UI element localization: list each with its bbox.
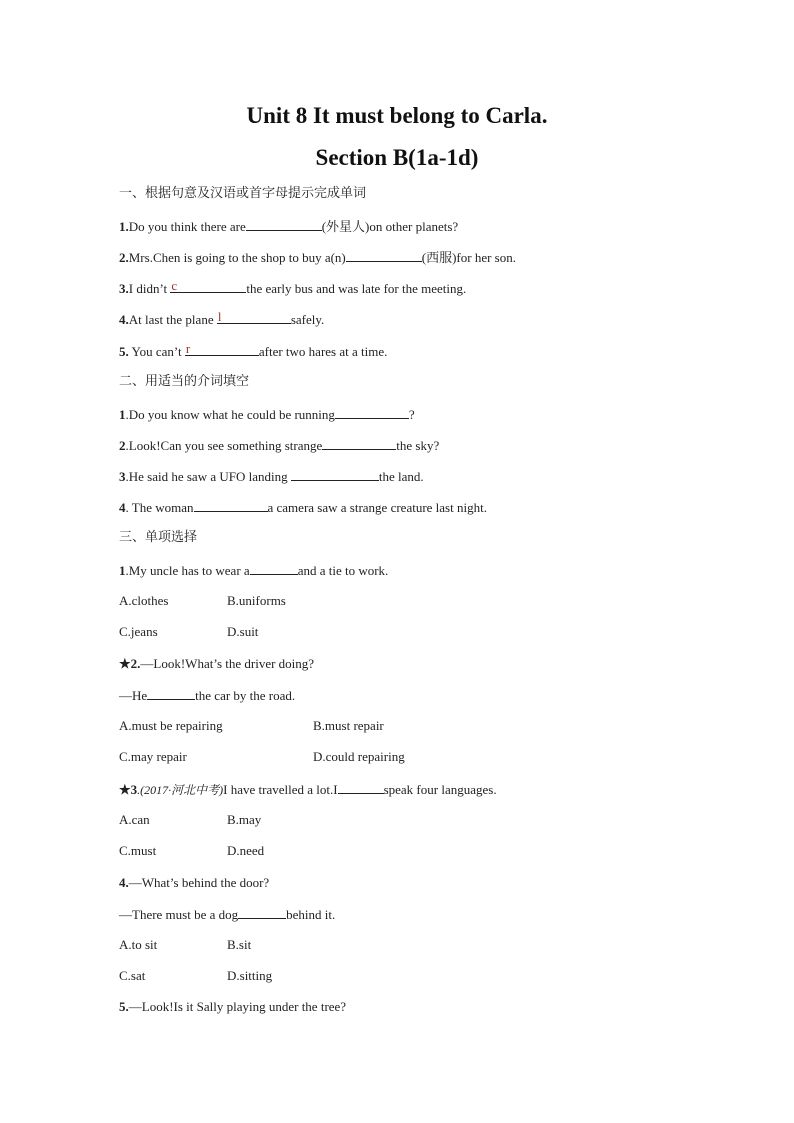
option-row — [119, 812, 261, 828]
part2-question-2 — [119, 437, 439, 454]
question-text: ? — [408, 407, 415, 422]
answer-blank[interactable] — [194, 499, 268, 512]
option-a[interactable]: A.to sit — [119, 937, 158, 952]
star-icon: ★ — [119, 782, 131, 797]
answer-blank[interactable] — [246, 218, 322, 231]
part3-question-3 — [119, 781, 497, 798]
answer-blank[interactable] — [250, 562, 298, 575]
part3-question-1 — [119, 562, 388, 579]
option-b[interactable]: B.sit — [227, 937, 252, 952]
question-text: the car by the road. — [195, 688, 296, 703]
question-text: behind it. — [286, 907, 336, 922]
unit-title: Unit 8 It must belong to Carla. — [246, 103, 548, 128]
question-text: (外星人)on other planets? — [321, 219, 459, 234]
question-text: I didn’t — [128, 281, 171, 296]
option-c[interactable]: C.sat — [119, 968, 146, 983]
question-text: .He said he saw a UFO landing — [125, 469, 291, 484]
question-number: 1 — [119, 407, 126, 422]
question-text: . The woman — [125, 500, 194, 515]
question-text: .Look!Can you see something strange — [125, 438, 323, 453]
part1-heading: 一、根据句意及汉语或首字母提示完成单词 — [119, 186, 367, 201]
question-number: 5. — [119, 344, 129, 359]
question-text: —Look!Is it Sally playing under the tree? — [128, 999, 347, 1014]
option-b[interactable]: B.must repair — [313, 718, 384, 733]
question-number: 4. — [119, 312, 129, 327]
question-number: 2 — [119, 438, 126, 453]
option-row — [119, 968, 272, 984]
section-title: Section B(1a-1d) — [315, 145, 479, 170]
question-text: —There must be a dog — [119, 907, 239, 922]
question-text: the land. — [378, 469, 424, 484]
initial-letter-hint: r — [185, 341, 191, 356]
question-text: —He — [119, 688, 148, 703]
option-row — [119, 624, 258, 640]
question-text: I have travelled a lot.I — [223, 782, 338, 797]
option-c[interactable]: C.must — [119, 843, 157, 858]
question-text: —Look!What’s the driver doing? — [140, 656, 315, 671]
part2-heading: 二、用适当的介词填空 — [119, 374, 250, 389]
part2-question-1 — [119, 406, 415, 423]
answer-blank[interactable] — [335, 406, 409, 419]
option-a[interactable]: A.clothes — [119, 593, 169, 608]
part3-question-4 — [119, 875, 269, 891]
option-row — [119, 749, 405, 765]
option-d[interactable]: D.suit — [227, 624, 259, 639]
option-b[interactable]: B.uniforms — [227, 593, 286, 608]
option-b[interactable]: B.may — [227, 812, 262, 827]
answer-blank[interactable] — [185, 343, 259, 356]
question-number: 3. — [119, 281, 129, 296]
option-a[interactable]: A.must be repairing — [119, 718, 223, 733]
question-text: (西服)for her son. — [421, 250, 516, 265]
option-a[interactable]: A.can — [119, 812, 150, 827]
initial-letter-hint: c — [171, 278, 178, 293]
question-text: .Do you know what he could be running — [125, 407, 335, 422]
part3-question-4-response — [119, 906, 335, 923]
option-row — [119, 843, 264, 859]
question-number: 1. — [119, 219, 129, 234]
answer-blank[interactable] — [147, 687, 195, 700]
question-text: the early bus and was late for the meeting. — [246, 281, 467, 296]
question-number: 2. — [119, 250, 129, 265]
question-number: 5. — [119, 999, 129, 1014]
part1-question-5 — [119, 343, 387, 360]
option-row — [119, 718, 384, 734]
question-number: 3 — [119, 469, 126, 484]
part2-question-4 — [119, 499, 487, 516]
question-text: a camera saw a strange creature last night. — [267, 500, 487, 515]
question-text: and a tie to work. — [297, 563, 389, 578]
question-number: 4. — [119, 875, 129, 890]
option-c[interactable]: C.may repair — [119, 749, 187, 764]
source-note: .(2017·河北中考) — [137, 783, 224, 797]
question-text: —What’s behind the door? — [128, 875, 270, 890]
option-row — [119, 937, 251, 953]
answer-blank[interactable] — [170, 280, 246, 293]
option-c[interactable]: C.jeans — [119, 624, 158, 639]
part3-question-5 — [119, 999, 346, 1015]
question-text: the sky? — [396, 438, 440, 453]
question-text: You can’t — [128, 344, 185, 359]
part3-heading: 三、单项选择 — [119, 530, 198, 545]
option-d[interactable]: D.could repairing — [313, 749, 405, 764]
question-text: Mrs.Chen is going to the shop to buy a(n) — [128, 250, 346, 265]
star-icon: ★ — [119, 656, 131, 671]
question-text: Do you think there are — [128, 219, 246, 234]
option-d[interactable]: D.sitting — [227, 968, 273, 983]
question-number: 1 — [119, 563, 126, 578]
answer-blank[interactable] — [291, 468, 379, 481]
option-row — [119, 593, 286, 609]
answer-blank[interactable] — [238, 906, 286, 919]
question-text: .My uncle has to wear a — [125, 563, 250, 578]
question-number: 2. — [130, 656, 141, 671]
question-number: 3 — [130, 782, 138, 797]
question-text: safely. — [290, 312, 325, 327]
answer-blank[interactable] — [322, 437, 396, 450]
question-text: At last the plane — [128, 312, 217, 327]
part1-question-1 — [119, 218, 458, 235]
option-d[interactable]: D.need — [227, 843, 265, 858]
part1-question-4 — [119, 311, 324, 328]
answer-blank[interactable] — [217, 311, 291, 324]
part3-question-2 — [119, 656, 314, 672]
part1-question-3 — [119, 280, 466, 297]
initial-letter-hint: l — [217, 309, 222, 324]
part2-question-3 — [119, 468, 424, 485]
part1-question-2 — [119, 249, 516, 266]
answer-blank[interactable] — [346, 249, 422, 262]
question-number: 4 — [119, 500, 126, 515]
part3-question-2-response — [119, 687, 295, 704]
question-text: speak four languages. — [383, 782, 497, 797]
question-text: after two hares at a time. — [258, 344, 388, 359]
answer-blank[interactable] — [338, 781, 384, 794]
